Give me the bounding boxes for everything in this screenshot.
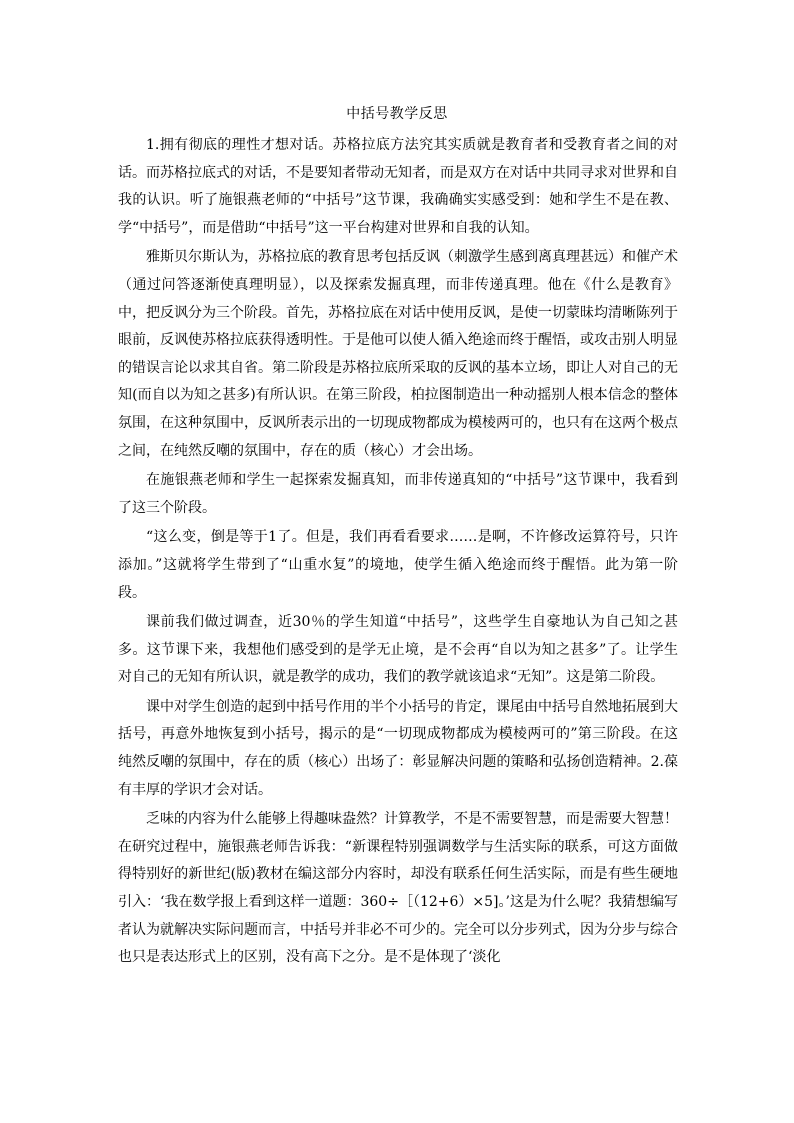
paragraph: 课中对学生创造的起到中括号作用的半个小括号的肯定，课尾由中括号自然地拓展到大括号，再意外地恢复到小括号，揭示的是“一切现成物都成为模棱两可的”第三阶段。在这纯然反嘲的氛围中，存在的质（核心）出场了：彰显解决问题的策略和弘扬创造精神。2.葆有丰厚的学识才会对话。: [118, 698, 678, 798]
paragraph: 雅斯贝尔斯认为，苏格拉底的教育思考包括反讽（刺激学生感到离真理甚远）和催产术（通过问答逐渐使真理明显），以及探索发掘真理，而非传递真理。他在《什么是教育》中，把反讽分为三个阶段。首先，苏格拉底在对话中使用反讽，是使一切蒙昧均清晰陈列于眼前，反讽使苏格拉底获得透明性。于是他可以使人循入绝途而终于醒悟，或攻击别人明显的错误言论以求其自省。第二阶段是苏格拉底所采取的反讽的基本立场，即让人对自己的无知(而自以为知之甚多)有所认识。在第三阶段，柏拉图制造出一种动摇别人根本信念的整体氛围，在这种氛围中，反讽所表示出的一切现成物都成为模棱两可的，也只有在这两个极点之间，在纯然反嘲的氛围中，存在的质（核心）才会出场。: [118, 249, 678, 459]
document-body: [118, 132, 678, 974]
paragraph: 课前我们做过调查，近30％的学生知道“中括号”，这些学生自豪地认为自己知之甚多。这节课下来，我想他们感受到的是学无止境，是不会再“自以为知之甚多”了。让学生对自己的无知有所认识，就是教学的成功，我们的教学就该追求“无知”。这是第二阶段。: [118, 614, 678, 686]
paragraph: 乏味的内容为什么能够上得趣味盎然？计算教学，不是不需要智慧，而是需要大智慧！在研究过程中，施银燕老师告诉我：“新课程特别强调数学与生活实际的联系，可这方面做得特别好的新世纪(版)教材在编这部分内容时，却没有联系任何生活实际，而是有些生硬地引入：‘我在数学报上看到这样一道题：360÷［（12+6）×5]。’这是为什么呢？我猜想编写者认为就解决实际问题而言，中括号并非必不可少的。完全可以分步列式，因为分步与综合也只是表达形式上的区别，没有高下之分。是不是体现了‘淡化: [118, 811, 678, 966]
paragraph: 1.拥有彻底的理性才想对话。苏格拉底方法究其实质就是教育者和受教育者之间的对话。而苏格拉底式的对话，不是要知者带动无知者，而是双方在对话中共同寻求对世界和自我的认识。听了施银燕老师的“中括号”这节课，我确确实实感受到：她和学生不是在教、学“中括号”，而是借助“中括号”这一平台构建对世界和自我的认知。: [118, 137, 678, 236]
document-title: 中括号教学反思: [346, 106, 448, 122]
paragraph: 在施银燕老师和学生一起探索发掘真知，而非传递真知的“中括号”这节课中，我看到了这三个阶段。: [118, 472, 678, 516]
paragraph: “这么变，倒是等于1了。但是，我们再看看要求……是啊，不许修改运算符号，只许添加。”这就将学生带到了“山重水复”的境地，使学生循入绝途而终于醒悟。此为第一阶段。: [118, 529, 678, 601]
